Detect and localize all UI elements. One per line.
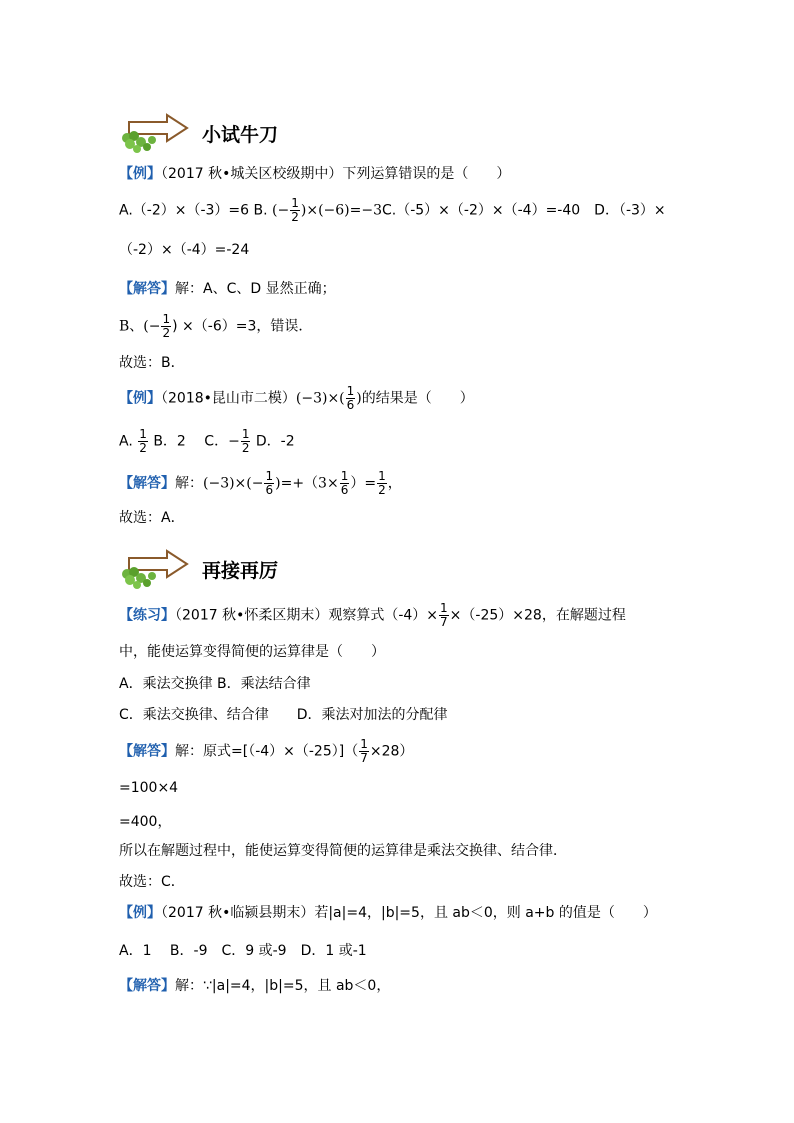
section-title-2: 再接再厉 bbox=[202, 560, 279, 582]
ex3-answer: 【解答】解：原式=[（-4）×（-25）]（ $\frac{1}{7}$ ×28） bbox=[119, 737, 414, 765]
section-header-1 bbox=[119, 112, 419, 156]
ex1-question: 【例】（2017 秋•城关区校级期中）下列运算错误的是（ ） bbox=[119, 166, 511, 182]
fraction: $\frac{1}{2}$ bbox=[162, 312, 171, 340]
ex3-choice: 故选：C． bbox=[119, 874, 185, 890]
ex3-options-2: C．乘法交换律、结合律 D．乘法对加法的分配律 bbox=[119, 707, 448, 723]
ex4-options: A．1 B．-9 C．9 或-9 D．1 或-1 bbox=[119, 943, 367, 959]
ex1-tag: 【例】 bbox=[119, 166, 161, 182]
ex2-answer: 【解答】解：(−3)×(− $\frac{1}{6}$ )=+（3× $\frac{1}{6}$ ）= $\frac{1}{2}$ ， bbox=[119, 469, 402, 497]
ex2-question: 【例】（2018•昆山市二模）(−3)×( $\frac{1}{6}$ )的结果是（ ） bbox=[119, 384, 474, 412]
fraction: $\frac{1}{7}$ bbox=[360, 737, 368, 765]
ex1-option-d-cont: （-2）×（-4）=-24 bbox=[119, 242, 250, 258]
ex4-question: 【例】（2017 秋•临颍县期末）若|a|=4，|b|=5，且 ab＜0，则 a+b 的值是（ ） bbox=[119, 905, 657, 921]
ex1-answer: 【解答】解：A、C、D 显然正确； bbox=[119, 281, 336, 297]
fraction: $\frac{1}{2}$ bbox=[378, 469, 386, 497]
ex1-options: A.（-2）×（-3）=6 B. (− $\frac{1}{2}$ )×(−6)=−3C.（-5）×（-2）×（-4）=-40 D．（-3）× bbox=[119, 196, 666, 224]
fraction: $\frac{1}{6}$ bbox=[340, 469, 349, 497]
fraction: $\frac{1}{2}$ bbox=[291, 196, 299, 224]
ex3-conclusion: 所以在解题过程中，能使运算变得简便的运算律是乘法交换律、结合律． bbox=[119, 843, 567, 859]
ex1-choice: 故选：B． bbox=[119, 355, 185, 371]
clover-arrow-icon bbox=[119, 112, 191, 156]
ex3-step-1: =100×4 bbox=[119, 780, 179, 796]
clover-arrow-icon bbox=[119, 548, 191, 592]
fraction: $\frac{1}{6}$ bbox=[265, 469, 274, 497]
ex1-answer-b: B、(− $\frac{1}{2}$ ) ×（-6）=3，错误． bbox=[119, 312, 313, 340]
ex2-options: A. $\frac{1}{2}$ B．2 C．− $\frac{1}{2}$ D．-2 bbox=[119, 427, 295, 455]
fraction: $\frac{1}{6}$ bbox=[346, 384, 355, 412]
fraction: $\frac{1}{2}$ bbox=[241, 427, 250, 455]
section-title-1: 小试牛刀 bbox=[202, 124, 279, 146]
ex2-choice: 故选：A． bbox=[119, 510, 185, 526]
fraction: $\frac{1}{2}$ bbox=[139, 427, 147, 455]
section-header-2 bbox=[119, 548, 419, 592]
fraction: $\frac{1}{7}$ bbox=[440, 601, 448, 629]
ex3-options-1: A．乘法交换律 B．乘法结合律 bbox=[119, 676, 311, 692]
ex3-step-2: =400， bbox=[119, 814, 172, 830]
ex3-question-line2: 中，能使运算变得简便的运算律是（ ） bbox=[119, 644, 385, 660]
ex3-question: 【练习】（2017 秋•怀柔区期末）观察算式（-4）× $\frac{1}{7}$ ×（-25）×28，在解题过程 bbox=[119, 601, 626, 629]
ex4-answer: 【解答】解：∵|a|=4，|b|=5，且 ab＜0， bbox=[119, 978, 391, 994]
